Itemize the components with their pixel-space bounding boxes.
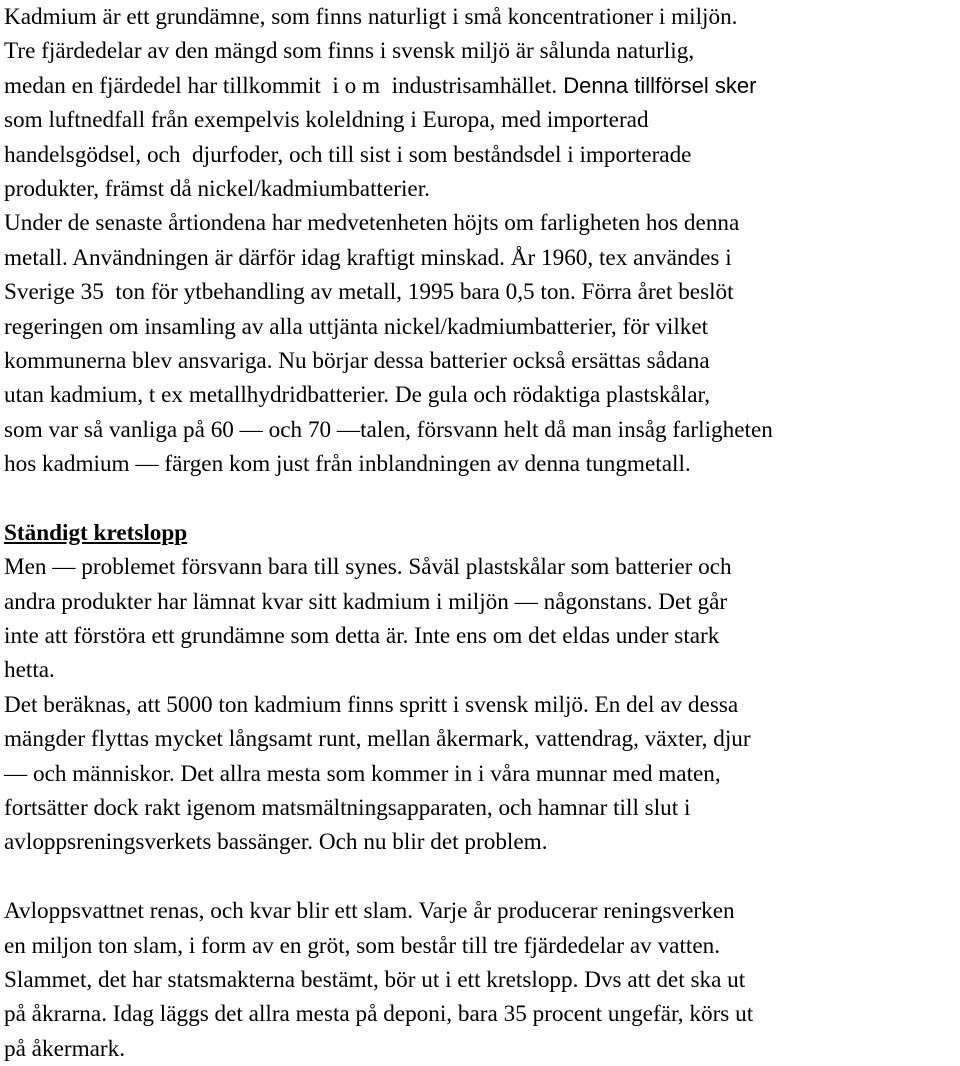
text-line: Under de senaste årtiondena har medvetenheten höjts om farligheten hos denna bbox=[4, 210, 740, 237]
text-line: avloppsreningsverkets bassänger. Och nu blir det problem. bbox=[4, 829, 548, 856]
text-line: inte att förstöra ett grundämne som detta är. Inte ens om det eldas under stark bbox=[4, 623, 720, 650]
text-line: som var så vanliga på 60 — och 70 —talen, försvann helt då man insåg farligheten bbox=[4, 416, 773, 443]
text-line: Det beräknas, att 5000 ton kadmium finns spritt i svensk miljö. En del av dessa bbox=[4, 691, 739, 718]
text-line: Sverige 35 ton för ytbehandling av metall, 1995 bara 0,5 ton. Förra året beslöt bbox=[4, 279, 734, 306]
text-line: Tre fjärdedelar av den mängd som finns i svensk miljö är sålunda naturlig, bbox=[4, 38, 695, 65]
paragraph-spacer bbox=[4, 860, 956, 894]
paragraph-spacer bbox=[4, 481, 956, 515]
text-segment: medan en fjärdedel har tillkommit i o m industrisamhället. bbox=[4, 72, 558, 99]
text-line: på åkermark. bbox=[4, 1035, 126, 1062]
text-line: hos kadmium — färgen kom just från inblandningen av denna tungmetall. bbox=[4, 451, 691, 478]
text-line: fortsätter dock rakt igenom matsmältningsapparaten, och hamnar till slut i bbox=[4, 794, 691, 821]
text-line: produkter, främst då nickel/kadmiumbatterier. bbox=[4, 175, 430, 202]
text-line: Kadmium är ett grundämne, som finns naturligt i små koncentrationer i miljön. bbox=[4, 4, 738, 30]
text-line: regeringen om insamling av alla uttjänta nickel/kadmiumbatterier, för vilket bbox=[4, 313, 709, 340]
text-line: andra produkter har lämnat kvar sitt kadmium i miljön — någonstans. Det går bbox=[4, 588, 728, 615]
text-line: mängder flyttas mycket långsamt runt, mellan åkermark, vattendrag, växter, djur bbox=[4, 726, 751, 753]
text-line: Men — problemet försvann bara till synes. Såväl plastskålar som batterier och bbox=[4, 554, 732, 581]
text-line: på åkrarna. Idag läggs det allra mesta på deponi, bara 35 procent ungefär, körs ut bbox=[4, 1001, 754, 1028]
text-line: som luftnedfall från exempelvis koleldning i Europa, med importerad bbox=[4, 107, 649, 134]
text-line: — och människor. Det allra mesta som kommer in i våra munnar med maten, bbox=[4, 760, 721, 787]
text-line: Slammet, det har statsmakterna bestämt, bör ut i ett kretslopp. Dvs att det ska ut bbox=[4, 966, 746, 993]
paragraph-intro bbox=[4, 0, 956, 481]
text-line: en miljon ton slam, i form av en gröt, som består till tre fjärdedelar av vatten. bbox=[4, 932, 721, 959]
text-line bbox=[4, 69, 956, 103]
paragraph-cycle bbox=[4, 550, 956, 860]
text-line: Avloppsvattnet renas, och kvar blir ett slam. Varje år producerar reningsverken bbox=[4, 898, 735, 925]
section-heading: Ständigt kretslopp bbox=[4, 519, 188, 546]
text-line: metall. Användningen är därför idag kraftigt minskad. År 1960, tex användes i bbox=[4, 244, 732, 271]
text-line: hetta. bbox=[4, 657, 55, 684]
text-segment: Denna tillförsel sker bbox=[557, 72, 757, 98]
text-line: kommunerna blev ansvariga. Nu börjar dessa batterier också ersättas sådana bbox=[4, 347, 710, 374]
paragraph-sludge bbox=[4, 894, 956, 1066]
text-line: handelsgödsel, och djurfoder, och till sist i som beståndsdel i importerade bbox=[4, 141, 692, 168]
document-page bbox=[4, 0, 956, 1066]
text-line: utan kadmium, t ex metallhydridbatterier. De gula och rödaktiga plastskålar, bbox=[4, 382, 711, 409]
